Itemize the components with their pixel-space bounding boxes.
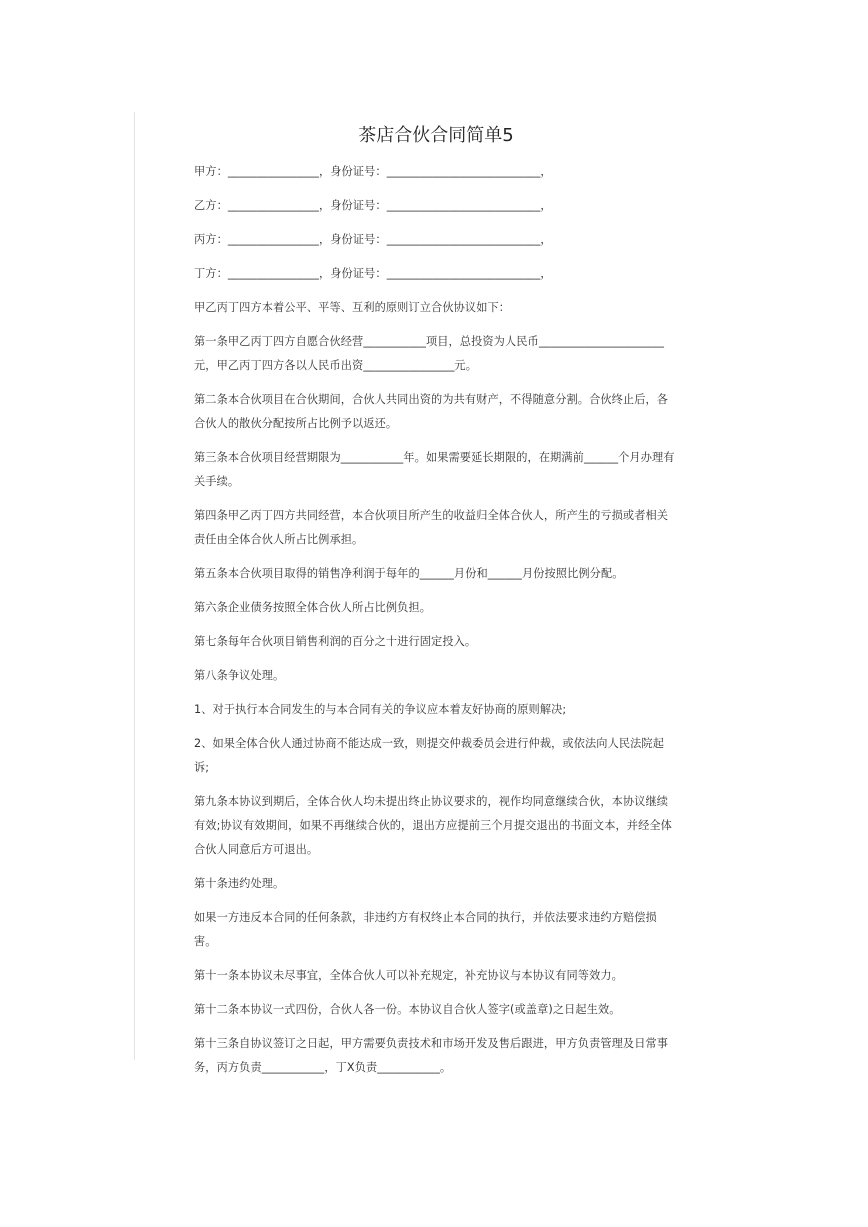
article-11: 第十一条本协议未尽事宜，全体合伙人可以补充规定，补充协议与本协议有同等效力。 — [194, 969, 623, 982]
article-4: 第四条甲乙丙丁四方共同经营，本合伙项目所产生的收益归全体合伙人，所产生的亏损或者相关责任由全体合伙人所占比例承担。 — [194, 509, 669, 546]
article-10-detail: 如果一方违反本合同的任何条款，非违约方有权终止本合同的执行，并依法要求违约方赔偿损害。 — [194, 911, 657, 948]
article-2: 第二条本合伙项目在合伙期间，合伙人共同出资的为共有财产，不得随意分割。合伙终止后，各合伙人的散伙分配按所占比例予以返还。 — [194, 393, 669, 430]
party-a-line: 甲方：________________，身份证号：___________________________， — [194, 165, 552, 178]
article-8-item-2: 2、如果全体合伙人通过协商不能达成一致，则提交仲裁委员会进行仲裁，或依法向人民法院起诉; — [194, 737, 665, 774]
article-3: 第三条本合伙项目经营期限为___________年。如果需要延长期限的，在期满前______个月办理有关手续。 — [194, 451, 675, 488]
article-10: 第十条违约处理。 — [194, 877, 285, 890]
document-title: 茶店合伙合同简单5 — [358, 125, 514, 146]
preamble: 甲乙丙丁四方本着公平、平等、互利的原则订立合伙协议如下： — [194, 301, 511, 314]
article-13: 第十三条自协议签订之日起，甲方需要负责技术和市场开发及售后跟进，甲方负责管理及日常事务，丙方负责___________，丁X负责___________。 — [194, 1037, 669, 1074]
party-d-line: 丁方：________________，身份证号：___________________________， — [194, 267, 552, 280]
article-6: 第六条企业债务按照全体合伙人所占比例负担。 — [194, 601, 432, 614]
article-1: 第一条甲乙丙丁四方自愿合伙经营___________项目，总投资为人民币______________________元，甲乙丙丁四方各以人民币出资________________元。 — [194, 335, 665, 372]
party-c-line: 丙方：________________，身份证号：___________________________， — [194, 233, 552, 246]
article-7: 第七条每年合伙项目销售利润的百分之十进行固定投入。 — [194, 635, 477, 648]
article-5: 第五条本合伙项目取得的销售净利润于每年的______月份和______月份按照比例分配。 — [194, 567, 624, 580]
document-body — [194, 122, 678, 1090]
article-9: 第九条本协议到期后，全体合伙人均未提出终止协议要求的，视作均同意继续合伙，本协议继续有效;协议有效期间，如果不再继续合伙的，退出方应提前三个月提交退出的书面文本，并经全体合伙人同意后方可退出。 — [194, 795, 672, 856]
article-8-item-1: 1、对于执行本合同发生的与本合同有关的争议应本着友好协商的原则解决; — [194, 703, 567, 716]
left-margin-rule — [134, 112, 135, 1060]
article-12: 第十二条本协议一式四份，合伙人各一份。本协议自合伙人签字(或盖章)之日起生效。 — [194, 1003, 621, 1016]
party-b-line: 乙方：________________，身份证号：___________________________， — [194, 199, 552, 212]
article-8: 第八条争议处理。 — [194, 669, 285, 682]
